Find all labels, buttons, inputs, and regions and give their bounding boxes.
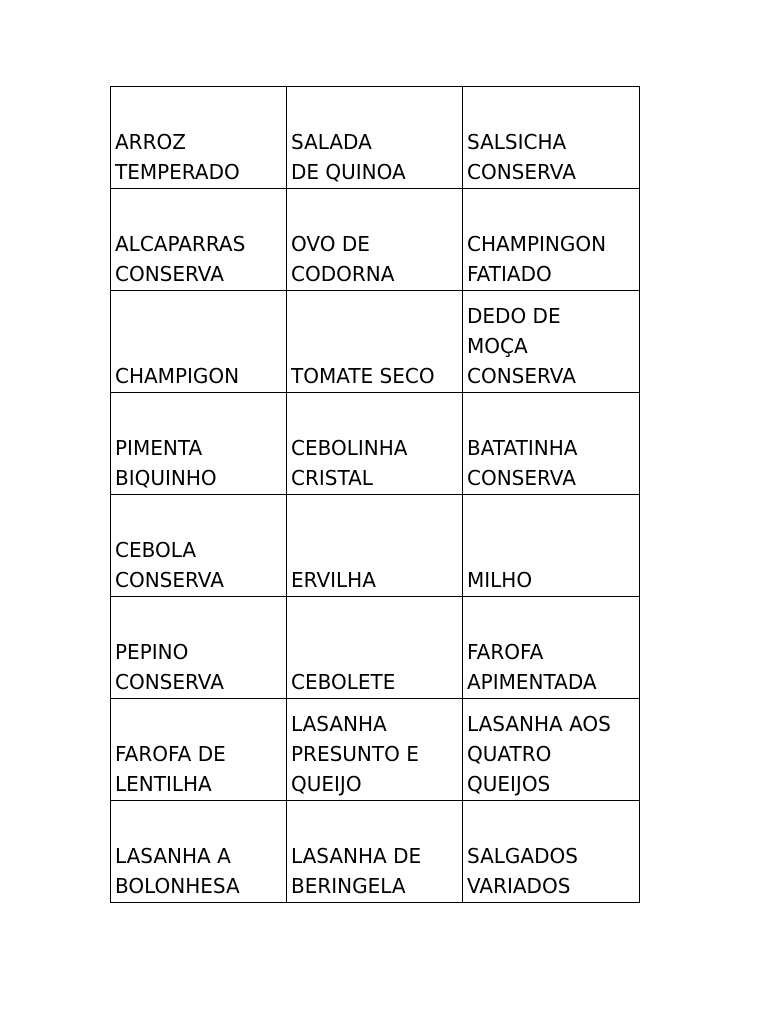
item-grid-table	[110, 86, 640, 903]
table-cell[interactable]	[287, 699, 463, 801]
cell-text: DEDO DE MOÇA CONSERVA	[467, 304, 576, 388]
table-cell[interactable]	[463, 801, 640, 903]
table-cell[interactable]	[111, 801, 287, 903]
table-cell[interactable]	[463, 699, 640, 801]
table-cell[interactable]	[463, 87, 640, 189]
cell-text: BATATINHA CONSERVA	[467, 436, 578, 490]
table-cell[interactable]	[287, 495, 463, 597]
cell-text: SALSICHA CONSERVA	[467, 130, 576, 184]
cell-text: TOMATE SECO	[291, 364, 435, 388]
cell-text: LASANHA AOS QUATRO QUEIJOS	[467, 712, 611, 796]
cell-text: LASANHA A BOLONHESA	[115, 844, 240, 898]
table-cell[interactable]	[111, 393, 287, 495]
cell-text: ERVILHA	[291, 568, 376, 592]
cell-text: CEBOLINHA CRISTAL	[291, 436, 408, 490]
cell-text: FAROFA APIMENTADA	[467, 640, 597, 694]
table-cell[interactable]	[287, 597, 463, 699]
table-cell[interactable]	[287, 393, 463, 495]
table-cell[interactable]	[111, 189, 287, 291]
table-cell[interactable]	[463, 495, 640, 597]
table-row	[111, 801, 640, 903]
cell-text: OVO DE CODORNA	[291, 232, 395, 286]
table-row	[111, 393, 640, 495]
table-cell[interactable]	[463, 189, 640, 291]
cell-text: PEPINO CONSERVA	[115, 640, 224, 694]
table-row	[111, 87, 640, 189]
table-row	[111, 699, 640, 801]
table-cell[interactable]	[463, 291, 640, 393]
table-row	[111, 291, 640, 393]
table-cell[interactable]	[111, 699, 287, 801]
table-cell[interactable]	[111, 597, 287, 699]
cell-text: CEBOLA CONSERVA	[115, 538, 224, 592]
table-cell[interactable]	[287, 291, 463, 393]
table-row	[111, 189, 640, 291]
item-grid-body	[111, 87, 640, 903]
cell-text: CHAMPINGON FATIADO	[467, 232, 607, 286]
cell-text: MILHO	[467, 568, 533, 592]
cell-text: ARROZ TEMPERADO	[115, 130, 240, 184]
cell-text: SALGADOS VARIADOS	[467, 844, 578, 898]
cell-text: PIMENTA BIQUINHO	[115, 436, 217, 490]
table-cell[interactable]	[287, 87, 463, 189]
table-row	[111, 597, 640, 699]
table-cell[interactable]	[463, 393, 640, 495]
cell-text: ALCAPARRAS CONSERVA	[115, 232, 246, 286]
cell-text: LASANHA DE BERINGELA	[291, 844, 422, 898]
table-cell[interactable]	[111, 495, 287, 597]
table-cell[interactable]	[111, 87, 287, 189]
cell-text: CHAMPIGON	[115, 364, 240, 388]
cell-text: SALADA DE QUINOA	[291, 130, 406, 184]
cell-text: CEBOLETE	[291, 670, 396, 694]
table-cell[interactable]	[287, 189, 463, 291]
table-cell[interactable]	[111, 291, 287, 393]
table-row	[111, 495, 640, 597]
table-cell[interactable]	[463, 597, 640, 699]
table-cell[interactable]	[287, 801, 463, 903]
cell-text: FAROFA DE LENTILHA	[115, 742, 226, 796]
cell-text: LASANHA PRESUNTO E QUEIJO	[291, 712, 419, 796]
